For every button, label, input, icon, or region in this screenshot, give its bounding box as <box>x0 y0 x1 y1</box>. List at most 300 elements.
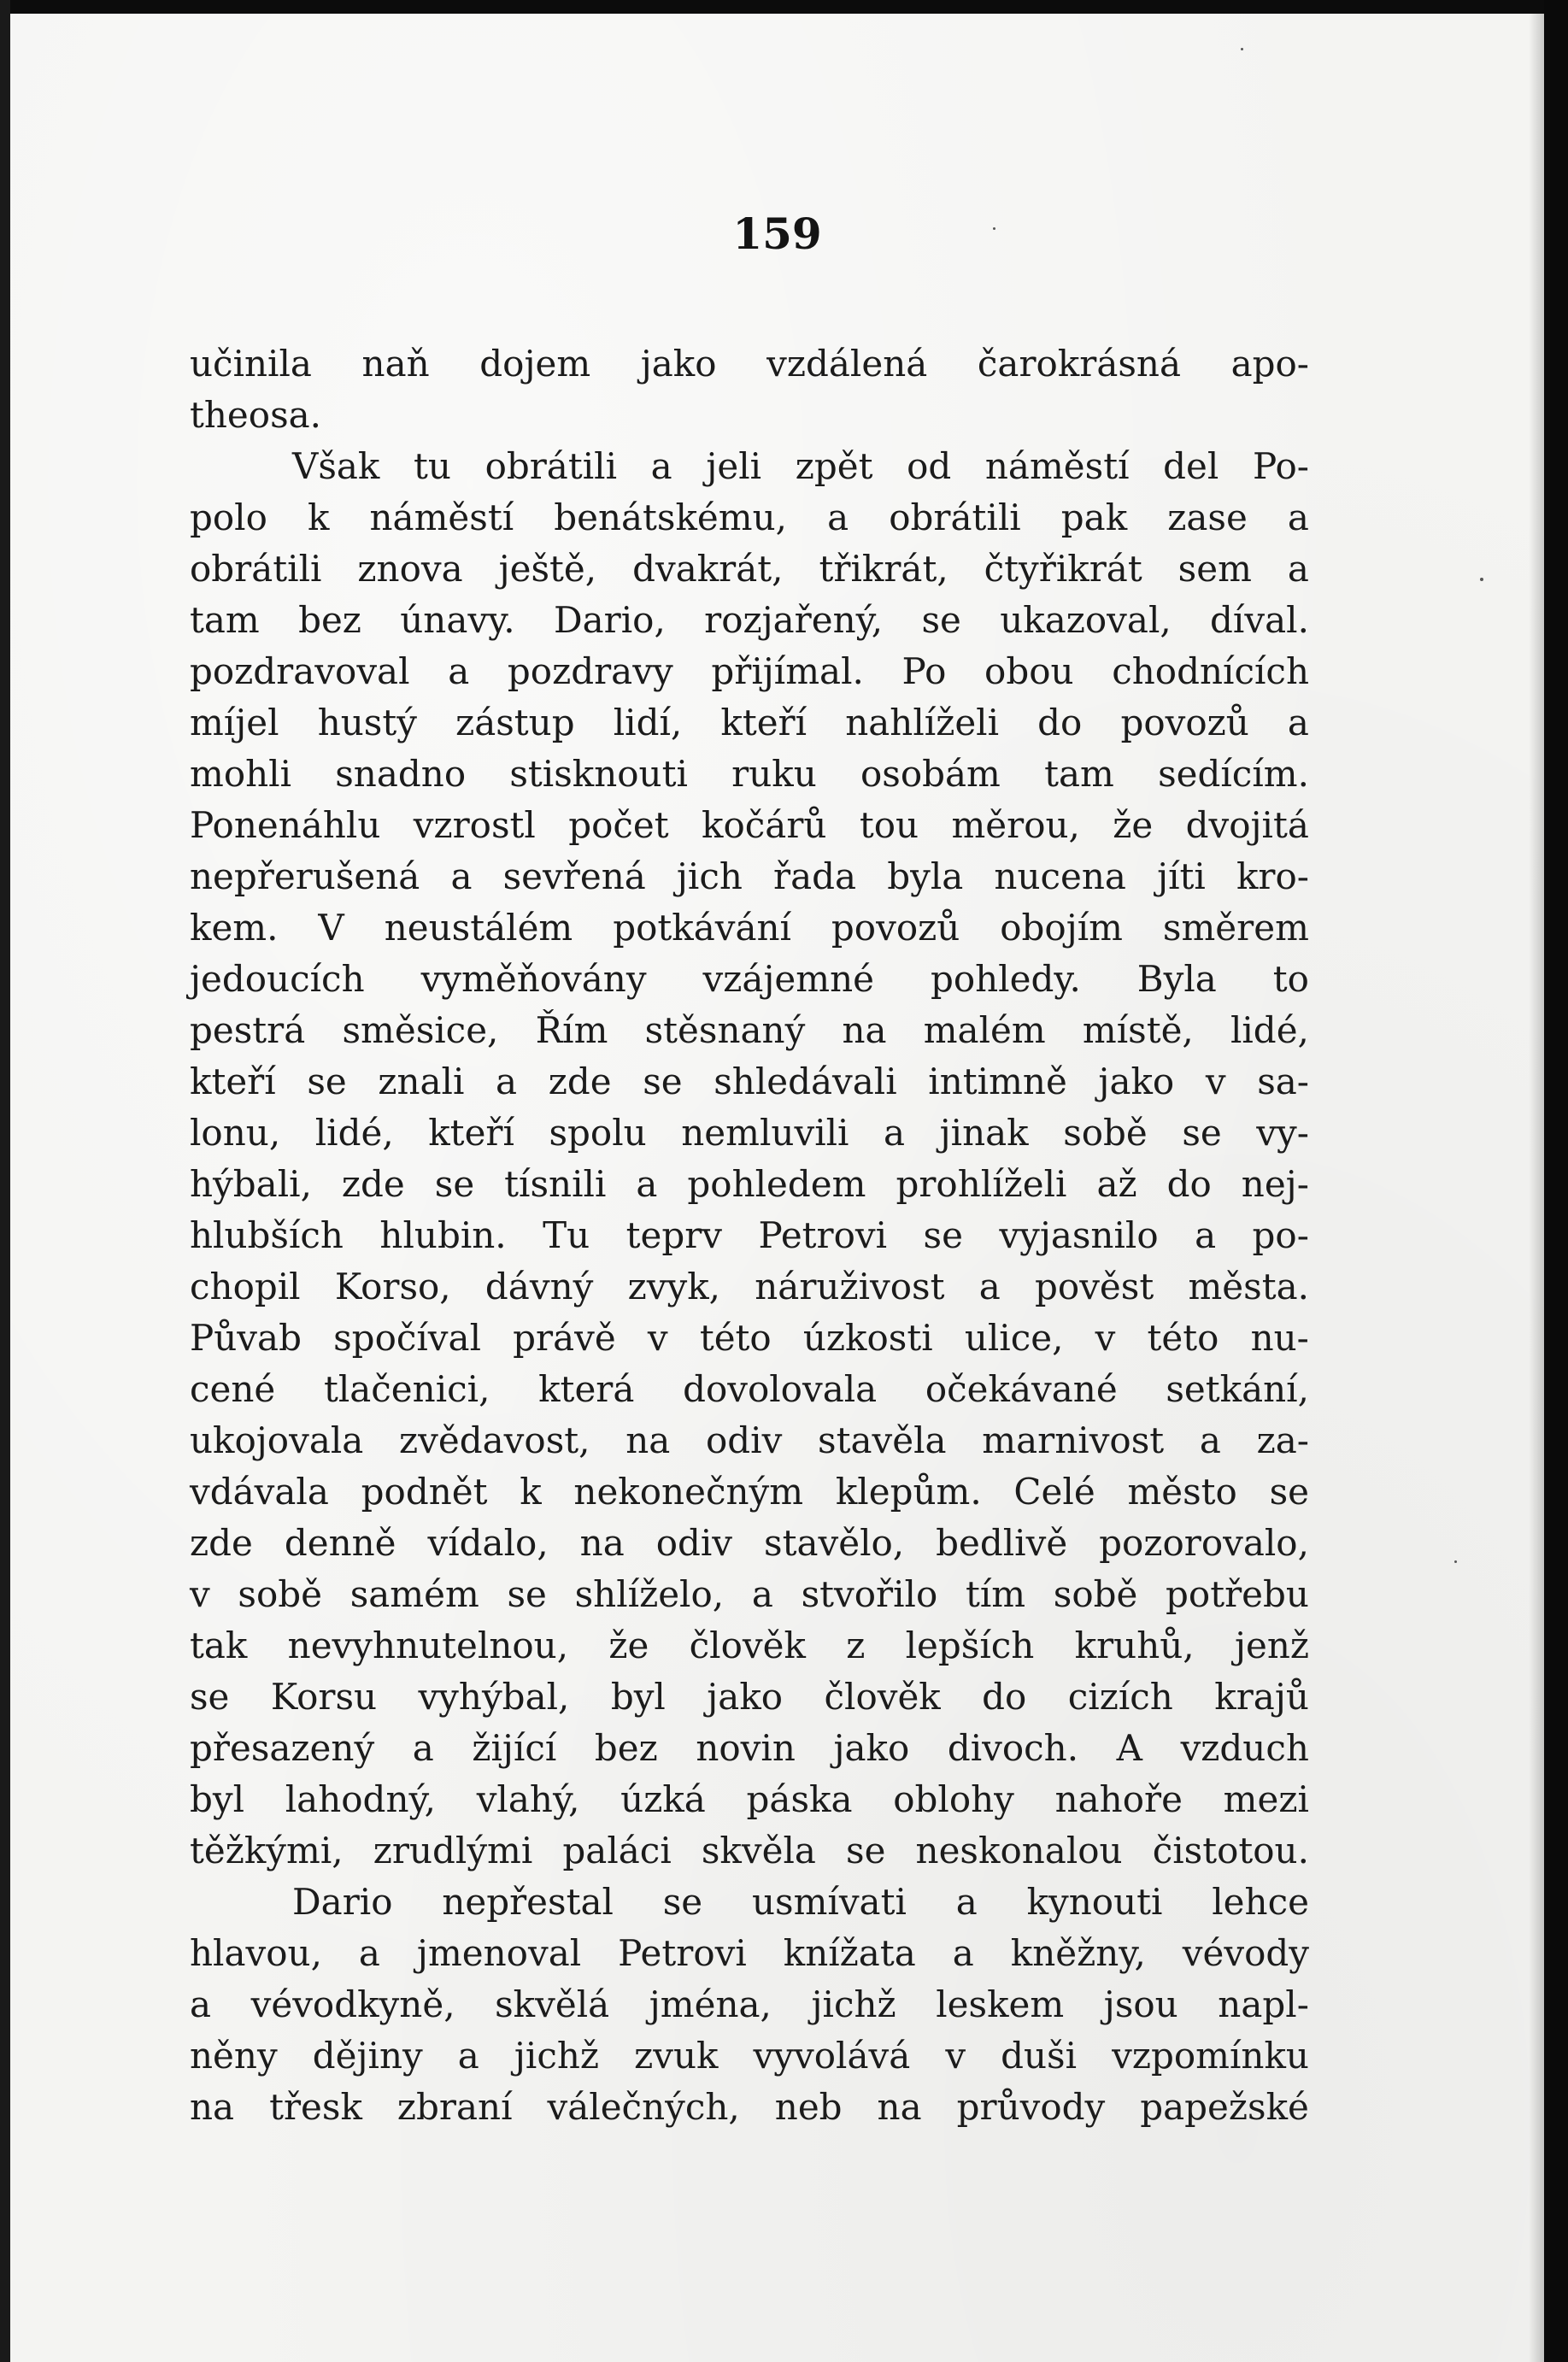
text-line <box>190 2030 1309 2082</box>
word: město <box>1127 1471 1237 1513</box>
text-line <box>190 1415 1309 1466</box>
word: tlačenici, <box>323 1368 490 1410</box>
word: skvělá <box>495 1983 610 2025</box>
paper-speck <box>1454 1560 1457 1563</box>
word: vzduch <box>1180 1727 1309 1769</box>
word: na <box>625 1419 671 1461</box>
word: bez <box>594 1727 658 1769</box>
word: jako <box>833 1727 910 1769</box>
word: povozů <box>1120 702 1249 743</box>
word: pozorovalo, <box>1099 1522 1309 1564</box>
word: byla <box>887 855 964 897</box>
word: zástup <box>455 702 575 743</box>
word: tam <box>1044 753 1114 795</box>
word: válečných, <box>547 2086 740 2128</box>
word: prohlíželi <box>896 1163 1067 1205</box>
word: sedícím. <box>1158 753 1309 795</box>
word: nemluvili <box>681 1112 849 1154</box>
text-line <box>190 1466 1309 1518</box>
word: potkávání <box>613 907 791 949</box>
text-line <box>190 851 1309 902</box>
word: díval. <box>1210 599 1309 641</box>
word: osobám <box>860 753 1001 795</box>
text-line <box>190 800 1309 851</box>
word: náruživost <box>755 1266 945 1307</box>
text-line <box>190 1261 1309 1313</box>
text-line <box>190 1313 1309 1364</box>
word: odiv <box>655 1522 733 1564</box>
word: Korsu <box>270 1676 378 1718</box>
word: na <box>579 1522 625 1564</box>
word: přijímal. <box>711 650 864 692</box>
text-line <box>190 1210 1309 1261</box>
word: lonu, <box>190 1112 281 1154</box>
word: náměstí <box>369 496 514 538</box>
word: a <box>457 2035 479 2077</box>
word: polo <box>190 496 267 538</box>
word: přesazený <box>190 1727 375 1769</box>
word: vídalo, <box>427 1522 549 1564</box>
word: této <box>699 1317 772 1359</box>
word: nepřerušená <box>190 855 420 897</box>
word: setkání, <box>1166 1368 1309 1410</box>
word: zrudlými <box>373 1830 533 1871</box>
word: sa- <box>1257 1061 1309 1102</box>
word: do <box>1037 702 1083 743</box>
text-line <box>190 1518 1309 1569</box>
word: se <box>1182 1112 1222 1154</box>
word: a <box>978 1266 1001 1307</box>
word: právě <box>513 1317 616 1359</box>
word: podnět <box>361 1471 488 1513</box>
word: něny <box>190 2035 278 2077</box>
word: tam <box>190 599 260 641</box>
word: se <box>662 1881 703 1923</box>
word: intimně <box>928 1061 1067 1102</box>
word: těžkými, <box>190 1830 344 1871</box>
word: vy- <box>1256 1112 1309 1154</box>
word: Byla <box>1136 958 1217 1000</box>
word: do <box>1166 1163 1212 1205</box>
word: obrátili <box>889 496 1021 538</box>
word: ulice, <box>964 1317 1064 1359</box>
word: vyhýbal, <box>418 1676 570 1718</box>
word: jména, <box>649 1983 772 2025</box>
word: jako <box>640 343 717 385</box>
word: bez <box>298 599 361 641</box>
word: ještě, <box>498 548 597 590</box>
word: jmenoval <box>416 1932 582 1974</box>
word: rozjařený, <box>704 599 884 641</box>
word: oblohy <box>893 1778 1014 1820</box>
word: a <box>1287 548 1309 590</box>
word: a <box>1199 1419 1221 1461</box>
word: k <box>307 496 330 538</box>
word: benátskému, <box>554 496 788 538</box>
word: theosa. <box>190 394 322 436</box>
word: třikrát, <box>819 548 948 590</box>
word: naň <box>361 343 430 385</box>
word: zde <box>548 1061 612 1102</box>
word: Tu <box>543 1214 590 1256</box>
word: Ponenáhlu <box>190 804 381 846</box>
word: novin <box>696 1727 796 1769</box>
word: dojem <box>479 343 591 385</box>
word: obrátili <box>190 548 322 590</box>
word: a <box>884 1112 906 1154</box>
word: mohli <box>190 753 292 795</box>
word: a <box>448 650 470 692</box>
word: úzká <box>620 1778 706 1820</box>
word: V <box>318 907 344 949</box>
word: A <box>1116 1727 1142 1769</box>
word: se <box>846 1830 886 1871</box>
word: míjel <box>190 702 279 743</box>
word: nej- <box>1241 1163 1309 1205</box>
word: nahoře <box>1054 1778 1183 1820</box>
word: stvořilo <box>801 1573 938 1615</box>
word: snadno <box>335 753 467 795</box>
word: del <box>1163 445 1219 487</box>
text-line <box>190 697 1309 749</box>
word: a <box>650 445 672 487</box>
text-line <box>190 1877 1309 1928</box>
text-line <box>190 902 1309 954</box>
word: Dario, <box>553 599 666 641</box>
text-line <box>190 390 1309 441</box>
word: stěsnaný <box>644 1009 806 1051</box>
word: dějiny <box>312 2035 423 2077</box>
word: se <box>307 1061 347 1102</box>
word: Korso, <box>334 1266 451 1307</box>
word: zpět <box>795 445 873 487</box>
word: jichž <box>514 2035 600 2077</box>
word: která <box>538 1368 635 1410</box>
word: vévodkyně, <box>250 1983 455 2025</box>
word: jichž <box>811 1983 896 2025</box>
word: zde <box>341 1163 405 1205</box>
word: k <box>520 1471 542 1513</box>
word: měrou, <box>951 804 1080 846</box>
word: v <box>190 1573 210 1615</box>
word: čistotou. <box>1152 1830 1309 1871</box>
word: tu <box>414 445 451 487</box>
word: tak <box>190 1625 248 1666</box>
word: místě, <box>1082 1009 1194 1051</box>
word: leskem <box>936 1983 1065 2025</box>
word: jako <box>1098 1061 1175 1102</box>
word: kem. <box>190 907 279 949</box>
word: čarokrásná <box>977 343 1182 385</box>
word: nekonečným <box>573 1471 804 1513</box>
word: teprv <box>625 1214 723 1256</box>
word: a <box>1287 702 1309 743</box>
word: povozů <box>831 907 960 949</box>
word: se <box>643 1061 683 1102</box>
word: lidí, <box>613 702 683 743</box>
word: v <box>647 1317 668 1359</box>
word: člověk <box>689 1625 806 1666</box>
word: chodnících <box>1112 650 1309 692</box>
word: Po- <box>1252 445 1309 487</box>
word: hustý <box>317 702 417 743</box>
text-line <box>190 595 1309 646</box>
word: města. <box>1188 1266 1309 1307</box>
scan-border-top <box>0 0 1568 14</box>
paper-speck <box>1480 578 1483 581</box>
word: jsou <box>1103 1983 1178 2025</box>
word: odiv <box>705 1419 783 1461</box>
text-line <box>190 1569 1309 1620</box>
word: od <box>907 445 952 487</box>
word: na <box>842 1009 887 1051</box>
text-line <box>190 954 1309 1005</box>
word: ukojovala <box>190 1419 364 1461</box>
word: mezi <box>1223 1778 1309 1820</box>
word: jenž <box>1234 1625 1309 1666</box>
word: divoch. <box>947 1727 1079 1769</box>
word: Však <box>292 445 380 487</box>
word: neustálém <box>384 907 573 949</box>
word: jinak <box>939 1112 1029 1154</box>
word: apo- <box>1230 343 1309 385</box>
word: vdávala <box>190 1471 329 1513</box>
word: hlubších <box>190 1214 344 1256</box>
word: tím <box>965 1573 1026 1615</box>
text-line <box>190 749 1309 800</box>
word: sobě <box>1053 1573 1138 1615</box>
word: pověst <box>1035 1266 1154 1307</box>
word: neb <box>774 2086 843 2128</box>
word: a <box>190 1983 212 2025</box>
word: a <box>450 855 473 897</box>
word: kro- <box>1236 855 1309 897</box>
word: z <box>846 1625 866 1666</box>
text-line <box>190 1364 1309 1415</box>
word: hlubin. <box>379 1214 507 1256</box>
page-number: 159 <box>732 209 822 259</box>
word: zvědavost, <box>399 1419 590 1461</box>
word: marnivost <box>982 1419 1165 1461</box>
word: denně <box>284 1522 396 1564</box>
word: Půvab <box>190 1317 302 1359</box>
text-line <box>190 441 1309 492</box>
paper-speck <box>1241 48 1243 50</box>
word: bedlivě <box>936 1522 1068 1564</box>
word: na <box>877 2086 922 2128</box>
word: pozdravy <box>507 650 673 692</box>
word: kruhů, <box>1074 1625 1195 1666</box>
scan-border-left <box>0 0 10 2362</box>
word: čtyřikrát <box>984 548 1142 590</box>
word: chopil <box>190 1266 301 1307</box>
word: kočárů <box>702 804 827 846</box>
text-line <box>190 1056 1309 1108</box>
word: obojím <box>1000 907 1123 949</box>
word: to <box>1272 958 1309 1000</box>
word: obou <box>984 650 1074 692</box>
word: pestrá <box>190 1009 306 1051</box>
word: jíti <box>1157 855 1206 897</box>
word: usmívati <box>751 1881 907 1923</box>
word: Po <box>901 650 947 692</box>
body-text <box>190 338 1309 2133</box>
word: lidé, <box>314 1112 394 1154</box>
word: stavěla <box>818 1419 947 1461</box>
word: potřebu <box>1166 1573 1309 1615</box>
word: spočíval <box>333 1317 482 1359</box>
word: lidé, <box>1230 1009 1309 1051</box>
word: směrem <box>1162 907 1309 949</box>
word: kteří <box>428 1112 514 1154</box>
word: se <box>921 599 961 641</box>
word: byl <box>190 1778 245 1820</box>
word: se <box>1269 1471 1309 1513</box>
word: stisknouti <box>509 753 688 795</box>
word: sevřená <box>502 855 646 897</box>
word: pozdravoval <box>190 650 410 692</box>
word: úzkosti <box>802 1317 933 1359</box>
word: učinila <box>190 343 312 385</box>
word: sem <box>1177 548 1252 590</box>
word: stavělo, <box>764 1522 905 1564</box>
word: se <box>507 1573 547 1615</box>
word: hlavou, <box>190 1932 322 1974</box>
word: v <box>1205 1061 1226 1102</box>
word: pohledem <box>687 1163 866 1205</box>
word: kynouti <box>1026 1881 1163 1923</box>
word: dvakrát, <box>632 548 784 590</box>
word: únavy. <box>400 599 515 641</box>
word: kněžny, <box>1010 1932 1146 1974</box>
word: zbraní <box>396 2086 513 2128</box>
word: se <box>923 1214 963 1256</box>
text-line <box>190 1774 1309 1825</box>
word: sobě <box>1063 1112 1148 1154</box>
word: že <box>1113 804 1154 846</box>
word: lehce <box>1212 1881 1309 1923</box>
word: jeli <box>706 445 762 487</box>
word: nepřestal <box>442 1881 614 1923</box>
word: dvojitá <box>1185 804 1309 846</box>
word: do <box>982 1676 1027 1718</box>
word: nevyhnutelnou, <box>287 1625 569 1666</box>
word: a <box>412 1727 434 1769</box>
word: pak <box>1060 496 1128 538</box>
word: po- <box>1252 1214 1309 1256</box>
text-line <box>190 646 1309 697</box>
word: samém <box>349 1573 479 1615</box>
word: počet <box>568 804 669 846</box>
word: jich <box>676 855 743 897</box>
word: dovolovala <box>683 1368 878 1410</box>
page-edge-shadow <box>1529 14 1544 2362</box>
word: skvěla <box>701 1830 816 1871</box>
text-line <box>190 1723 1309 1774</box>
word: hýbali, <box>190 1163 312 1205</box>
word: žijící <box>472 1727 557 1769</box>
word: se <box>190 1676 230 1718</box>
word: vlahý, <box>476 1778 580 1820</box>
text-line <box>190 1005 1309 1056</box>
word: řada <box>773 855 857 897</box>
text-line <box>190 492 1309 543</box>
word: průvody <box>956 2086 1106 2128</box>
word: vzájemné <box>702 958 875 1000</box>
word: a <box>827 496 849 538</box>
text-line <box>190 1672 1309 1723</box>
word: a <box>955 1881 978 1923</box>
word: nu- <box>1250 1317 1309 1359</box>
word: a <box>751 1573 773 1615</box>
word: Petrovi <box>758 1214 888 1256</box>
text-line <box>190 1825 1309 1877</box>
word: zvyk, <box>627 1266 720 1307</box>
word: spolu <box>549 1112 647 1154</box>
word: cizích <box>1067 1676 1173 1718</box>
word: až <box>1096 1163 1137 1205</box>
text-line <box>190 1108 1309 1159</box>
word: že <box>608 1625 649 1666</box>
word: byl <box>610 1676 666 1718</box>
word: zde <box>190 1522 253 1564</box>
word: papežské <box>1140 2086 1309 2128</box>
word: a <box>1195 1214 1217 1256</box>
word: Řím <box>535 1009 608 1051</box>
word: shlíželo, <box>574 1573 725 1615</box>
word: nahlíželi <box>845 702 1000 743</box>
word: a <box>1287 496 1309 538</box>
book-page <box>10 14 1544 2362</box>
word: jedoucích <box>190 958 365 1000</box>
word: malém <box>923 1009 1046 1051</box>
word: Celé <box>1013 1471 1095 1513</box>
word: ruku <box>731 753 817 795</box>
word: tísnili <box>504 1163 607 1205</box>
word: vyjasnilo <box>999 1214 1159 1256</box>
word: a <box>952 1932 974 1974</box>
word: třesk <box>269 2086 362 2128</box>
word: zase <box>1167 496 1248 538</box>
word: paláci <box>562 1830 672 1871</box>
paper-speck <box>993 227 995 230</box>
word: v <box>945 2035 966 2077</box>
word: jako <box>707 1676 784 1718</box>
text-line <box>190 1928 1309 1979</box>
text-line <box>190 1979 1309 2030</box>
word: pohledy. <box>930 958 1081 1000</box>
word: duši <box>1001 2035 1078 2077</box>
word: se <box>434 1163 475 1205</box>
word: znali <box>378 1061 465 1102</box>
word: krajů <box>1214 1676 1309 1718</box>
word: a <box>636 1163 658 1205</box>
word: znova <box>357 548 463 590</box>
word: a <box>358 1932 380 1974</box>
word: nucena <box>994 855 1126 897</box>
word: kteří <box>720 702 807 743</box>
word: shledávali <box>714 1061 897 1102</box>
word: za- <box>1256 1419 1309 1461</box>
word: vyměňovány <box>420 958 647 1000</box>
word: cené <box>190 1368 276 1410</box>
word: napl- <box>1218 1983 1309 2025</box>
word: směsice, <box>342 1009 499 1051</box>
scan-border-right <box>1544 0 1568 2362</box>
word: v <box>1095 1317 1116 1359</box>
word: zvuk <box>634 2035 719 2077</box>
word: vzdálená <box>766 343 928 385</box>
